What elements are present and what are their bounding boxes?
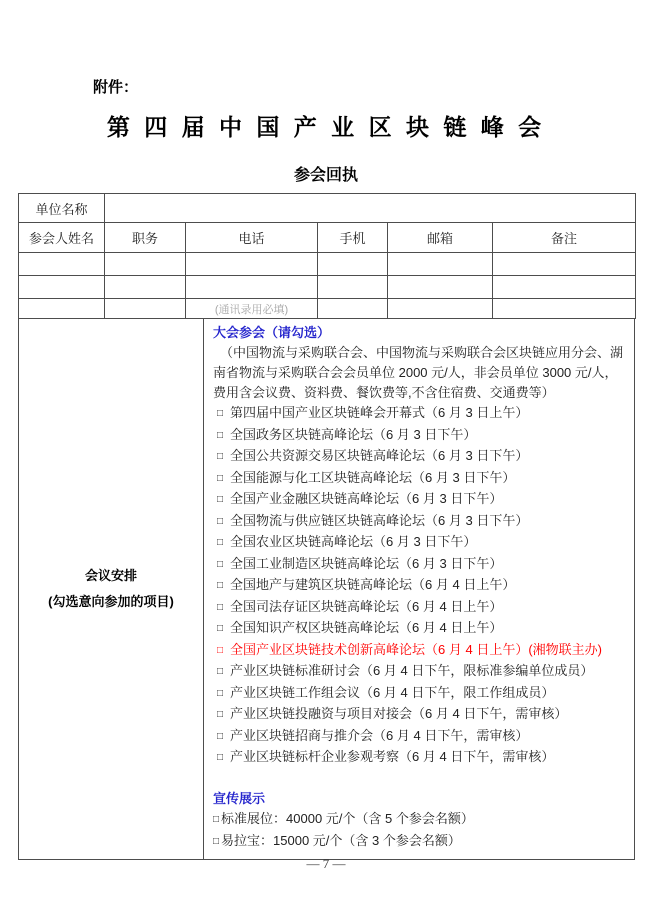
attendee-field xyxy=(388,299,493,319)
agenda-item-label: 产业区块链工作组会议（6 月 4 日下午，限工作组成员） xyxy=(230,684,555,700)
attendee-field xyxy=(19,253,105,276)
checkbox-icon: □ xyxy=(217,451,224,462)
agenda-item xyxy=(213,446,625,468)
agenda-item-label: 全国司法存证区块链高峰论坛（6 月 4 日上午） xyxy=(230,598,503,614)
agenda-item-label: 全国工业制造区块链高峰论坛（6 月 3 日下午） xyxy=(230,555,503,571)
attendee-field xyxy=(186,276,318,299)
checkbox-icon: □ xyxy=(217,408,224,419)
checkbox-icon: □ xyxy=(217,687,224,699)
agenda-item-label: 第四届中国产业区块链峰会开幕式（6 月 3 日上午） xyxy=(230,405,529,420)
agenda-item xyxy=(213,511,625,533)
attendee-row xyxy=(19,299,636,319)
checkbox-icon: □ xyxy=(217,730,224,742)
column-header-mobile: 手机 xyxy=(318,223,388,253)
promo-item-label: 易拉宝：15000 元/个（含 3 个参会名额） xyxy=(221,832,461,848)
arrangement-content-cell xyxy=(204,319,634,859)
checkbox-icon: □ xyxy=(213,835,220,847)
attendee-field xyxy=(19,299,105,319)
checkbox-icon: □ xyxy=(217,472,224,484)
agenda-item-label: 产业区块链标杆企业参观考察（6 月 4 日下午，需审核） xyxy=(230,749,555,764)
promo-item xyxy=(213,809,625,831)
arrangement-label-cell xyxy=(19,319,204,859)
agenda-item xyxy=(213,425,625,447)
page-subtitle: 参会回执 xyxy=(293,167,358,184)
column-header-phone: 电话 xyxy=(186,223,318,253)
agenda-item xyxy=(213,661,625,683)
agenda-item-label: 全国产业金融区块链高峰论坛（6 月 3 日下午） xyxy=(230,491,503,506)
agenda-item xyxy=(213,704,625,726)
promo-item xyxy=(213,831,625,853)
agenda-list xyxy=(213,403,625,769)
attendee-field xyxy=(105,299,186,319)
agenda-item-label: 全国农业区块链高峰论坛（6 月 3 日下午） xyxy=(230,534,477,549)
attendee-field xyxy=(318,253,388,276)
registration-table xyxy=(18,193,635,860)
promo-section-title: 宣传展示 xyxy=(213,790,266,806)
meeting-arrangement-row xyxy=(18,319,635,860)
attendee-field xyxy=(19,276,105,299)
column-header-email: 邮箱 xyxy=(388,223,493,253)
agenda-item xyxy=(213,532,625,554)
agenda-item xyxy=(213,683,625,705)
attachment-label: 附件： xyxy=(93,79,139,96)
unit-name-label: 单位名称 xyxy=(19,194,105,223)
column-header-position: 职务 xyxy=(105,223,186,253)
checkbox-icon: □ xyxy=(217,494,224,505)
attendee-field xyxy=(493,253,636,276)
column-header-name: 参会人姓名 xyxy=(19,223,105,253)
attendee-field xyxy=(105,253,186,276)
agenda-item-label: 产业区块链标准研讨会（6 月 4 日下午，限标准参编单位成员） xyxy=(230,663,594,678)
agenda-item xyxy=(213,554,625,576)
agenda-item xyxy=(213,597,625,619)
agenda-item xyxy=(213,726,625,748)
agenda-item-label: 产业区块链招商与推介会（6 月 4 日下午，需审核） xyxy=(230,727,529,743)
promo-list xyxy=(213,809,625,853)
agenda-item xyxy=(213,403,625,425)
phone-required-note: (通讯录用必填) xyxy=(214,303,289,316)
promo-item-label: 标准展位：40000 元/个（含 5 个参会名额） xyxy=(221,810,474,826)
agenda-item xyxy=(213,618,625,640)
checkbox-icon: □ xyxy=(217,709,224,720)
agenda-item-label: 全国公共资源交易区块链高峰论坛（6 月 3 日下午） xyxy=(230,448,529,463)
agenda-item xyxy=(213,575,625,597)
fee-intro-text: （中国物流与采购联合会、中国物流与采购联合会区块链应用分会、湖南省物流与采购联合会会员单位 2000 元/人，非会员单位 3000 元/人，费用含会议费、资料费、餐饮费等,不含住宿费、交通费等） xyxy=(213,345,624,400)
attendee-row xyxy=(19,276,636,299)
checkbox-icon: □ xyxy=(217,644,224,656)
phone-required-note-cell xyxy=(186,299,318,319)
page-number: — 7 — xyxy=(306,856,346,871)
unit-name-field xyxy=(105,194,636,223)
agenda-item xyxy=(213,468,625,490)
agenda-item-label: 全国政务区块链高峰论坛（6 月 3 日下午） xyxy=(230,426,477,442)
agenda-item-label: 全国知识产权区块链高峰论坛（6 月 4 日上午） xyxy=(230,620,503,635)
attendee-field xyxy=(105,276,186,299)
checkbox-icon: □ xyxy=(217,601,224,613)
agenda-item-label: 产业区块链投融资与项目对接会（6 月 4 日下午，需审核） xyxy=(230,706,568,721)
checkbox-icon: □ xyxy=(213,813,220,825)
checkbox-icon: □ xyxy=(217,558,224,570)
attendee-field xyxy=(388,253,493,276)
attendee-field xyxy=(493,276,636,299)
attendee-field xyxy=(186,253,318,276)
checkbox-icon: □ xyxy=(217,752,224,763)
checkbox-icon: □ xyxy=(217,537,224,548)
checkbox-icon: □ xyxy=(217,580,224,591)
agenda-item xyxy=(213,747,625,769)
conference-section-title: 大会参会（请勾选） xyxy=(213,325,331,340)
agenda-item xyxy=(213,640,625,662)
agenda-item-label: 全国产业区块链技术创新高峰论坛（6 月 4 日上午）(湘物联主办) xyxy=(230,641,603,657)
column-header-remark: 备注 xyxy=(493,223,636,253)
page-title: 第 四 届 中 国 产 业 区 块 链 峰 会 xyxy=(106,114,546,140)
attendee-field xyxy=(493,299,636,319)
checkbox-icon: □ xyxy=(217,429,224,441)
checkbox-icon: □ xyxy=(217,666,224,677)
checkbox-icon: □ xyxy=(217,515,224,527)
agenda-item xyxy=(213,489,625,511)
attendee-field xyxy=(388,276,493,299)
agenda-item-label: 全国地产与建筑区块链高峰论坛（6 月 4 日上午） xyxy=(230,577,516,592)
arrangement-sublabel: (勾选意向参加的项目) xyxy=(48,593,174,609)
attendee-row xyxy=(19,253,636,276)
attendee-field xyxy=(318,299,388,319)
agenda-item-label: 全国物流与供应链区块链高峰论坛（6 月 3 日下午） xyxy=(230,512,529,528)
agenda-item-label: 全国能源与化工区块链高峰论坛（6 月 3 日下午） xyxy=(230,469,516,485)
arrangement-label: 会议安排 xyxy=(84,567,137,583)
checkbox-icon: □ xyxy=(217,623,224,634)
attendee-field xyxy=(318,276,388,299)
